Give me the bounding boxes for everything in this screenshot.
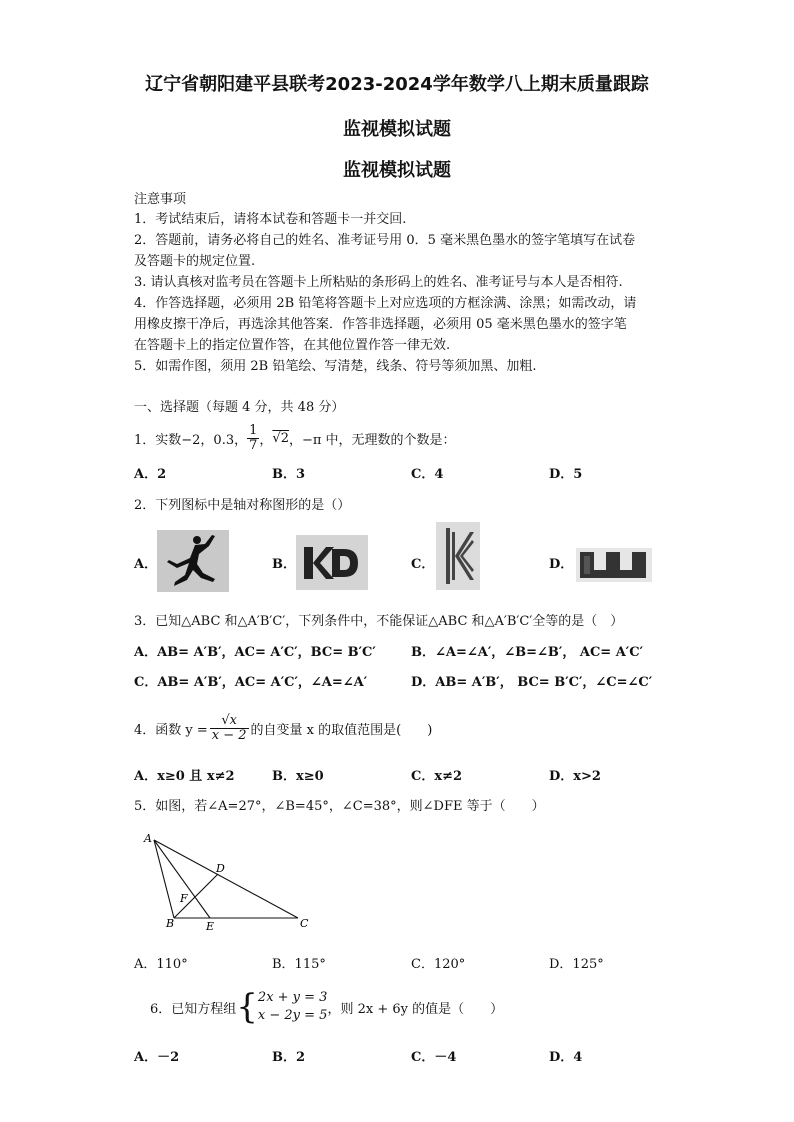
q3-option-b[interactable]: B．∠A=∠A′，∠B=∠B′， AC= A′C′: [411, 645, 644, 660]
q1-suffix: ，−π 中，无理数的个数是：: [288, 432, 456, 448]
q6-option-a[interactable]: A．－2: [134, 1050, 180, 1065]
q4-suffix: 的自变量 x 的取值范围是( ): [250, 722, 433, 738]
lebron-logo-icon: [576, 548, 652, 582]
label-b: B: [166, 917, 175, 930]
q6-option-c[interactable]: C．－4: [411, 1050, 457, 1065]
notes-line: 2．答题前，请务必将自己的姓名、准考证号用 0．5 毫米黑色墨水的签字笔填写在试卷: [134, 233, 636, 248]
q4-prefix: 4．函数 y =: [134, 722, 208, 738]
q4-fraction: [210, 714, 249, 743]
notes-line: 在答题卡上的指定位置作答，在其他位置作答一律无效.: [134, 338, 451, 353]
q5-option-b[interactable]: B．115°: [272, 957, 326, 972]
notes-line: 5．如需作图，须用 2B 铅笔绘、写清楚，线条、符号等须加黑、加粗.: [134, 359, 537, 374]
q1-option-a[interactable]: A．2: [134, 467, 167, 482]
q2-option-d-label[interactable]: D．: [549, 557, 574, 572]
question-2-stem: 2．下列图标中是轴对称图形的是（）: [134, 498, 351, 513]
notes-line: 及答题卡的规定位置.: [134, 254, 256, 269]
q4-frac-numerator: √x: [210, 714, 249, 729]
q4-option-c[interactable]: C．x≠2: [411, 769, 463, 784]
q3-option-c[interactable]: C．AB= A′B′，AC= A′C′，∠A=∠A′: [134, 675, 368, 690]
notes-heading: 注意事项: [134, 192, 187, 207]
q6-equation-2: x − 2y = 5: [257, 1008, 328, 1023]
exam-title-line2: 监视模拟试题: [343, 119, 451, 140]
question-3-stem: 3．已知△ABC 和△A′B′C′，下列条件中，不能保证△ABC 和△A′B′C′全等的是（ ）: [134, 614, 624, 629]
q1-option-b[interactable]: B．3: [272, 467, 306, 482]
notes-line: 1．考试结束后，请将本试卷和答题卡一并交回.: [134, 212, 407, 227]
q1-sqrt: √2: [272, 430, 289, 446]
question-6-stem: [150, 985, 503, 1029]
question-5-stem: 5．如图，若∠A=27°，∠B=45°，∠C=38°，则∠DFE 等于（ ）: [134, 799, 545, 814]
q4-frac-denominator: x − 2: [211, 727, 247, 743]
exam-title-line1: 辽宁省朝阳建平县联考2023-2024学年数学八上期末质量跟踪: [145, 74, 649, 95]
segment-ab: [154, 840, 174, 918]
notes-line: 用橡皮擦干净后，再选涂其他答案．作答非选择题，必须用 05 毫米黑色墨水的签字笔: [134, 317, 627, 332]
label-e: E: [206, 920, 215, 933]
q1-separator: ，: [259, 432, 273, 448]
q6-prefix: 6．已知方程组: [150, 1001, 237, 1017]
notes-line: 3. 请认真核对监考员在答题卡上所粘贴的条形码上的姓名、准考证号与本人是否相符.: [134, 275, 623, 290]
q6-brace: {: [236, 987, 258, 1027]
q2-option-a-label[interactable]: A．: [134, 557, 158, 572]
q5-option-d[interactable]: D．125°: [549, 957, 604, 972]
label-d: D: [216, 862, 225, 875]
q3-option-a[interactable]: A．AB= A′B′，AC= A′C′，BC= B′C′: [134, 645, 376, 660]
q6-option-b[interactable]: B．2: [272, 1050, 306, 1065]
question-1-stem: [134, 418, 456, 458]
q6-option-d[interactable]: D．4: [549, 1050, 583, 1065]
q5-option-a[interactable]: A．110°: [134, 957, 188, 972]
label-a: A: [144, 832, 152, 845]
notes-line: 4．作答选择题，必须用 2B 铅笔将答题卡上对应选项的方框涂满、涂黑；如需改动，请: [134, 296, 637, 311]
q4-option-d[interactable]: D．x>2: [549, 769, 601, 784]
label-c: C: [300, 917, 309, 930]
q6-suffix: ，则 2x + 6y 的值是（ ）: [327, 1001, 504, 1017]
q2-option-c-label[interactable]: C．: [411, 557, 435, 572]
q4-option-b[interactable]: B．x≥0: [272, 769, 324, 784]
kd-logo-icon: [296, 535, 368, 590]
kyrie-logo-icon: [436, 522, 480, 590]
segment-ac: [154, 840, 298, 918]
segment-ae: [154, 840, 210, 918]
q5-option-c[interactable]: C．120°: [411, 957, 466, 972]
q4-option-a[interactable]: A．x≥0 且 x≠2: [134, 769, 235, 784]
q1-fraction: [247, 424, 259, 453]
q1-frac-denominator: 7: [249, 437, 258, 453]
q1-prefix: 1．实数−2，0.3，: [134, 432, 248, 448]
q6-equation-system: [258, 989, 328, 1025]
q6-equation-1: 2x + y = 3: [257, 990, 328, 1005]
question-4-stem: [134, 706, 432, 750]
q1-frac-numerator: 1: [249, 422, 258, 438]
section-heading: 一、选择题（每题 4 分，共 48 分）: [134, 400, 345, 415]
q3-option-d[interactable]: D．AB= A′B′， BC= B′C′，∠C=∠C′: [411, 675, 653, 690]
q2-option-b-label[interactable]: B．: [272, 557, 296, 572]
q1-option-d[interactable]: D．5: [549, 467, 583, 482]
jumpman-logo-icon: [157, 530, 229, 592]
q5-triangle-figure: [140, 828, 320, 933]
exam-title-line3: 监视模拟试题: [343, 160, 451, 181]
label-f: F: [180, 892, 188, 905]
q1-option-c[interactable]: C．4: [411, 467, 444, 482]
